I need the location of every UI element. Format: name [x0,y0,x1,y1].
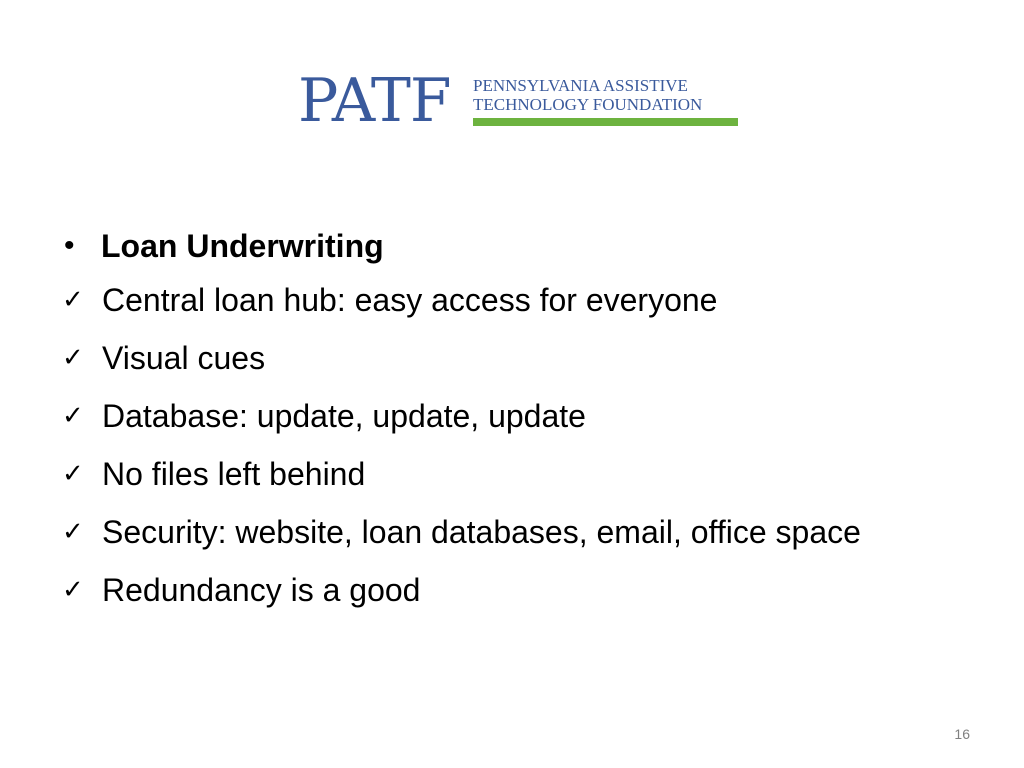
checklist-item-text: Central loan hub: easy access for everyone [102,282,718,318]
page-number: 16 [954,726,970,742]
checklist-item [60,570,960,610]
checklist-item [60,280,960,320]
heading-text: Loan Underwriting [101,228,384,264]
slide-content [60,222,960,628]
checkmark-icon: ✓ [62,343,84,373]
checklist-item-text: Security: website, loan databases, email, office space [102,514,861,550]
checkmark-icon: ✓ [62,517,84,547]
checkmark-icon: ✓ [62,459,84,489]
checkmark-icon: ✓ [62,401,84,431]
logo-text [473,76,702,114]
checklist-item-text: No files left behind [102,456,366,492]
logo-line-2: TECHNOLOGY FOUNDATION [473,95,703,114]
checklist-item-text: Database: update, update, update [102,398,586,434]
checklist-item-text: Visual cues [102,340,266,376]
checklist-item [60,396,960,436]
checkmark-icon: ✓ [62,575,84,605]
logo-mark: PATF [298,66,451,136]
checklist-item [60,338,960,378]
checklist-item [60,512,942,552]
checklist [60,280,960,610]
patf-logo [298,68,738,134]
heading-bullet [60,222,960,272]
checkmark-icon: ✓ [62,285,84,315]
logo-line-1: PENNSYLVANIA ASSISTIVE [473,76,688,95]
bullet-icon: • [64,229,75,262]
logo-green-bar [473,118,738,126]
checklist-item [60,454,960,494]
checklist-item-text: Redundancy is a good [102,572,421,608]
